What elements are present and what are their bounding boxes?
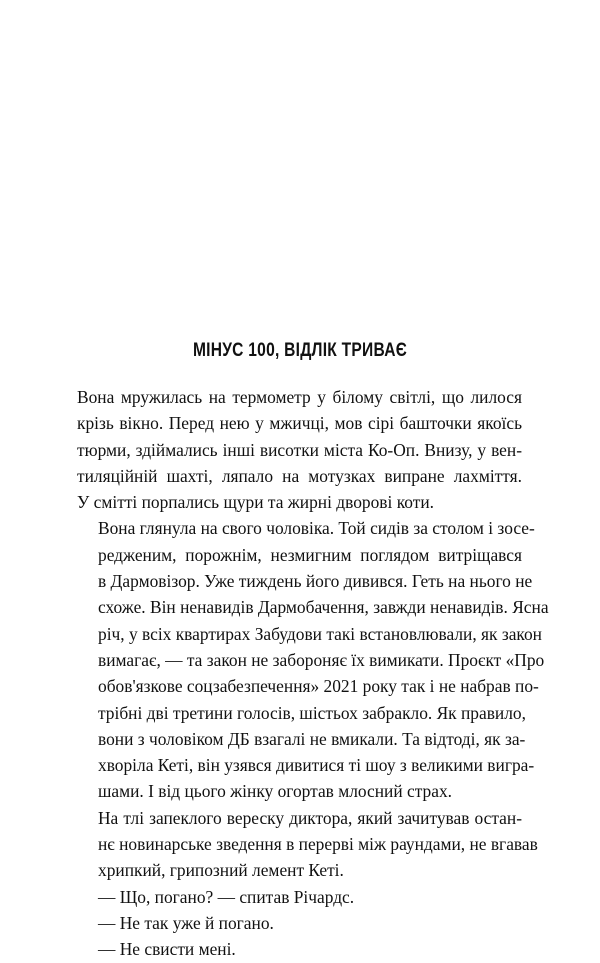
paragraph-1: [77, 384, 522, 515]
body-text: [77, 384, 549, 963]
text-line: тиляційній шахті, ляпало на мотузках випране лахміття.: [77, 465, 522, 486]
text-line: вимагає, — та закон не забороняє їх вимикати. Проєкт «Про: [98, 649, 545, 670]
text-line: хворіла Кеті, він узявся дивитися ті шоу з великими вигра-: [98, 755, 535, 776]
paragraph-2: [77, 515, 549, 804]
dialog-line-1: [77, 884, 522, 910]
text-line: Вона мружилась на термометр у білому світлі, що лилося: [77, 387, 522, 407]
text-line: шами. І від цього жінку огортав млосний страх.: [98, 781, 453, 802]
text-line: обов'язкове соцзабезпечення» 2021 року так і не набрав по-: [98, 676, 539, 697]
text-line: У смітті порпались щури та жирні дворові коти.: [77, 492, 434, 513]
text-line: в Дармовізор. Уже тиждень його дивився. Геть на нього не: [98, 571, 533, 592]
text-line: вони з чоловіком ДБ взагалі не вмикали. Та відтоді, як за-: [98, 728, 526, 749]
text-line: хрипкий, грипозний лемент Кеті.: [98, 860, 344, 881]
text-line: нє новинарське зведення в перерві між раундами, не вгавав: [98, 834, 538, 855]
text-line: Вона глянула на свого чоловіка. Той сидів за столом і зосе-: [98, 518, 535, 539]
text-line: На тлі запеклого вереску диктора, який зачитував остан-: [98, 807, 522, 828]
text-line: тюрми, здіймались інші висотки міста Ко-Оп. Внизу, у вен-: [77, 439, 522, 460]
text-line: крізь вікно. Перед нею у мжичці, мов сірі башточки якоїсь: [77, 413, 522, 434]
text-line: редженим, порожнім, незмигним поглядом витріщався: [98, 544, 522, 565]
text-line: — Не так уже й погано.: [98, 912, 274, 933]
dialog-line-2: [77, 910, 522, 936]
chapter-title: МІНУС 100, ВІДЛІК ТРИВАЄ: [192, 340, 408, 361]
text-line: — Що, погано? — спитав Річардс.: [98, 886, 355, 907]
text-line: річ, у всіх квартирах Забудови такі встановлювали, як закон: [98, 623, 542, 644]
text-line: схоже. Він ненавидів Дармобачення, завжди ненавидів. Ясна: [98, 597, 549, 618]
text-line: — Не свисти мені.: [98, 939, 236, 960]
text-line: трібні дві третини голосів, шістьох забракло. Як правило,: [98, 702, 526, 723]
dialog-line-3: [77, 936, 522, 962]
paragraph-3: [77, 805, 538, 884]
